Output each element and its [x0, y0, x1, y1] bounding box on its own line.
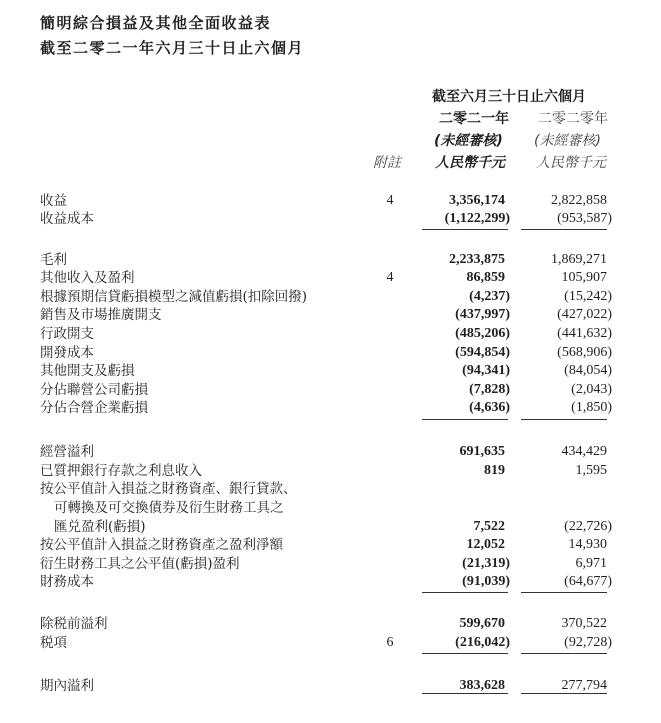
- row-prior-value: 14,930: [568, 537, 607, 552]
- column-header-current-unit: 人民幣千元: [435, 155, 505, 171]
- row-prior-value: 6,971: [575, 556, 607, 571]
- row-prior-value: (2,043): [571, 382, 612, 397]
- subtotal-underline: [521, 419, 607, 420]
- table-row-admin-expenses: [0, 325, 661, 343]
- row-current-value: 7,522: [473, 519, 505, 534]
- table-row-fvtpl-gain: [0, 536, 661, 554]
- row-prior-value: 105,907: [561, 270, 607, 285]
- row-current-value: (94,341): [462, 363, 510, 378]
- total-underline: [422, 693, 508, 694]
- row-prior-value: (15,242): [564, 289, 612, 304]
- row-prior-value: (568,906): [557, 345, 612, 360]
- column-header-period: 截至六月三十日止六個月: [432, 89, 586, 105]
- row-prior-value: (441,632): [557, 326, 612, 341]
- row-current-value: (1,122,299): [444, 211, 510, 226]
- row-current-value: 12,052: [466, 537, 505, 552]
- table-row-finance-costs: [0, 573, 661, 591]
- row-current-value: (216,042): [455, 635, 510, 650]
- table-row-fx-line-2: [0, 499, 661, 517]
- row-label: 開發成本: [40, 345, 94, 361]
- column-header-note: 附註: [373, 155, 401, 171]
- row-prior-value: (64,677): [564, 574, 612, 589]
- row-prior-value: 1,595: [575, 463, 607, 478]
- row-current-value: (4,636): [469, 400, 510, 415]
- row-label: 行政開支: [40, 326, 94, 342]
- subtotal-underline: [422, 592, 508, 593]
- column-header-prior-year: 二零二零年: [538, 111, 608, 127]
- row-label: 收益: [40, 193, 67, 209]
- table-row-other-income: [0, 269, 661, 287]
- row-prior-value: 1,869,271: [551, 252, 607, 267]
- column-header-current-audit: (未經審核): [434, 133, 503, 149]
- row-label: 銷售及市場推廣開支: [40, 307, 162, 323]
- row-prior-value: (953,587): [557, 211, 612, 226]
- row-current-value: 599,670: [459, 616, 505, 631]
- row-prior-value: 277,794: [561, 678, 607, 693]
- table-row-revenue: [0, 192, 661, 210]
- row-label: 毛利: [40, 252, 67, 268]
- statement-subtitle: 截至二零二一年六月三十日止六個月: [40, 39, 305, 57]
- table-row-derivative-fv: [0, 555, 661, 573]
- subtotal-underline: [422, 419, 508, 420]
- row-note: 4: [386, 270, 394, 285]
- row-current-value: (7,828): [469, 382, 510, 397]
- row-label: 分佔聯營公司虧損: [40, 382, 148, 398]
- row-label: 期內溢利: [40, 678, 94, 694]
- row-current-value: (594,854): [455, 345, 510, 360]
- row-label: 按公平值計入損益之財務資產之盈利淨額: [40, 537, 283, 553]
- column-header-prior-unit: 人民幣千元: [536, 155, 606, 171]
- table-row-impairment-loss: [0, 288, 661, 306]
- table-row-share-of-associates-loss: [0, 381, 661, 399]
- row-current-value: 819: [484, 463, 505, 478]
- column-header-current-year: 二零二一年: [439, 111, 509, 127]
- table-row-share-of-jv-loss: [0, 399, 661, 417]
- row-current-value: (485,206): [455, 326, 510, 341]
- row-current-value: (21,319): [462, 556, 510, 571]
- row-prior-value: (427,022): [557, 307, 612, 322]
- row-current-value: 2,233,875: [449, 252, 505, 267]
- subtotal-underline: [521, 653, 607, 654]
- column-header-prior-audit: (未經審核): [534, 133, 601, 149]
- row-label: 衍生財務工具之公平值(虧損)盈利: [40, 556, 240, 572]
- row-current-value: 383,628: [459, 678, 505, 693]
- table-row-selling-expenses: [0, 306, 661, 324]
- row-prior-value: (1,850): [571, 400, 612, 415]
- row-label: 其他收入及盈利: [40, 270, 135, 286]
- row-label: 其他開支及虧損: [40, 363, 135, 379]
- row-label: 已質押銀行存款之利息收入: [40, 463, 202, 479]
- row-prior-value: 434,429: [561, 444, 607, 459]
- total-underline: [521, 693, 607, 694]
- row-label: 匯兑盈利(虧損): [54, 519, 146, 535]
- row-label: 分佔合營企業虧損: [40, 400, 148, 416]
- row-current-value: (91,039): [462, 574, 510, 589]
- table-row-gross-profit: [0, 251, 661, 269]
- row-label: 經營溢利: [40, 444, 94, 460]
- row-label: 除税前溢利: [40, 616, 108, 632]
- row-current-value: 3,356,174: [449, 193, 505, 208]
- row-current-value: 86,859: [466, 270, 505, 285]
- row-current-value: 691,635: [459, 444, 505, 459]
- row-note: 6: [386, 635, 394, 650]
- table-row-interest-income: [0, 462, 661, 480]
- row-current-value: (4,237): [469, 289, 510, 304]
- row-note: 4: [386, 193, 394, 208]
- table-row-other-expenses: [0, 362, 661, 380]
- row-current-value: (437,997): [455, 307, 510, 322]
- row-label: 財務成本: [40, 574, 94, 590]
- table-row-fx-line-1: [0, 480, 661, 498]
- row-label: 收益成本: [40, 211, 94, 227]
- table-row-taxation: [0, 634, 661, 652]
- subtotal-underline: [422, 229, 508, 230]
- subtotal-underline: [521, 229, 607, 230]
- statement-title: 簡明綜合損益及其他全面收益表: [40, 14, 272, 32]
- table-row-development-costs: [0, 344, 661, 362]
- table-row-profit-before-tax: [0, 615, 661, 633]
- row-label: 根據預期信貸虧損模型之減值虧損(扣除回撥): [40, 289, 308, 305]
- row-prior-value: (84,054): [564, 363, 612, 378]
- table-row-cost-of-revenue: [0, 210, 661, 228]
- row-prior-value: 2,822,858: [551, 193, 607, 208]
- row-prior-value: (92,728): [564, 635, 612, 650]
- subtotal-underline: [521, 592, 607, 593]
- row-prior-value: 370,522: [561, 616, 607, 631]
- row-prior-value: (22,726): [564, 519, 612, 534]
- row-label: 税項: [40, 635, 67, 651]
- table-row-operating-profit: [0, 443, 661, 461]
- row-label: 按公平值計入損益之財務資產、銀行貸款、: [40, 481, 297, 497]
- row-label: 可轉換及可交換債券及衍生財務工具之: [54, 500, 284, 516]
- table-row-fx-gain-loss: [0, 518, 661, 536]
- subtotal-underline: [422, 653, 508, 654]
